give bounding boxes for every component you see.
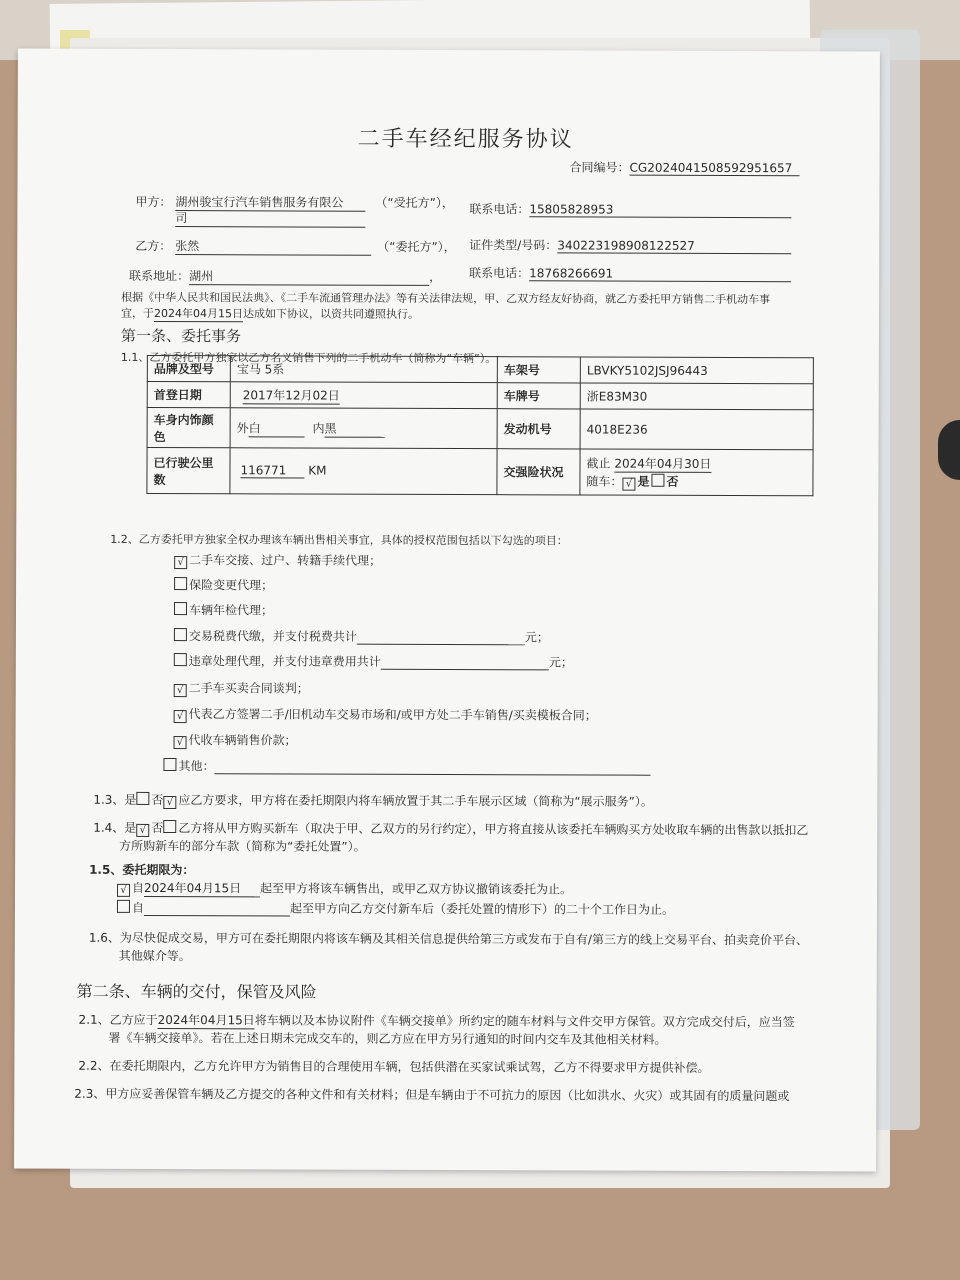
color-cell	[230, 408, 497, 449]
delivery-date: 2024年04月15日	[157, 1012, 255, 1028]
auth-insurance-checkbox[interactable]	[174, 577, 187, 590]
auth-tax-checkbox[interactable]	[174, 628, 187, 641]
contract-page	[14, 48, 880, 1171]
term-a-date: 2024年04月15日	[144, 879, 260, 897]
disposal-yes-checkbox[interactable]: √	[136, 824, 149, 837]
plate-value: 浙E83M30	[580, 383, 813, 410]
party-b-phone: 联系电话：18768266691	[469, 264, 791, 282]
preamble-line-1: 根据《中华人民共和国民法典》、《二手车流通管理办法》等有关法律法规，甲、乙双方经友好协商，就乙方委托甲方销售二手机动车事	[121, 290, 771, 307]
clause-1-6: 1.6、为尽快促成交易，甲方可在委托期限内将该车辆及其相关信息提供给第三方或发布于自有/第三方的线上交易平台、拍卖竞价平台、	[88, 930, 809, 948]
auth-negotiation-checkbox[interactable]: √	[174, 684, 187, 697]
dark-object	[938, 420, 960, 480]
clause-1-2: 1.2、乙方委托甲方独家全权办理该车辆出售相关事宜，具体的授权范围包括以下勾选的项目：	[110, 532, 568, 548]
vin-label: 车架号	[497, 357, 580, 383]
auth-inspection-checkbox[interactable]	[174, 602, 187, 615]
auth-item-transfer: √ 二手车交接、过户、转籍手续代理；	[174, 551, 381, 570]
reg-date-label: 首登日期	[147, 381, 230, 407]
auth-item-sign: √ 代表乙方签署二手/旧机动车交易市场和/或甲方处二手车销售/买卖模板合同；	[174, 705, 597, 724]
party-b-id: 证件类型/号码：340223198908122527	[469, 236, 791, 254]
mileage-cell	[230, 448, 497, 495]
clause-1-6-cont: 其他媒介等。	[118, 948, 191, 964]
mileage-unit: KM	[308, 463, 327, 478]
auth-collect-checkbox[interactable]: √	[174, 736, 187, 749]
engine-label: 发动机号	[497, 409, 580, 449]
auth-item-insurance: 保险变更代理；	[174, 576, 273, 593]
party-a-name-cont: 司	[175, 209, 365, 228]
interior-value: 黑	[324, 419, 384, 437]
party-a-label: 甲方：	[135, 194, 172, 210]
party-a-role: （“受托方”），	[375, 195, 454, 211]
contract-number: 合同编号：CG2024041508592951657	[570, 158, 800, 176]
party-b-label: 乙方：	[135, 238, 172, 254]
term-option-b: 自 起至甲方向乙方交付新车后（委托处置的情形下）的二十个工作日为止。	[117, 899, 674, 918]
auth-sign-checkbox[interactable]: √	[174, 710, 187, 723]
brand-label: 品牌及型号	[147, 355, 230, 381]
clause-1-5: 1.5、委托期限为：	[89, 862, 195, 878]
auth-item-other: 其他：	[163, 757, 650, 776]
auth-violation-checkbox[interactable]	[174, 653, 187, 666]
insurance-date: 2024年04月30日	[614, 456, 712, 471]
document-title: 二手车经纪服务协议	[357, 126, 574, 153]
clause-1-3: 1.3、是 否 √ 应乙方要求，甲方将在委托期限内将车辆放置于其二手车展示区域（简称为“展示服务”）。	[93, 792, 653, 809]
auth-item-tax: 交易税费代缴，并支付税费共计 元；	[174, 627, 549, 645]
color-label: 车身内饰颜色	[147, 407, 230, 447]
section-1-heading: 第一条、委托事务	[120, 326, 242, 346]
auth-item-inspection: 车辆年检代理；	[174, 601, 273, 618]
party-a-phone: 联系电话：15805828953	[469, 200, 791, 218]
vehicle-info-table	[146, 355, 813, 496]
mileage-label: 已行驶公里数	[147, 447, 230, 493]
reg-date-value: 2017年12月02日	[242, 387, 340, 403]
term-b-checkbox[interactable]	[117, 900, 130, 913]
clause-2-3: 2.3、甲方应妥善保管车辆及乙方提交的各种文件和有关材料；但是车辆由于不可抗力的原因（比如洪水、火灾）或其固有的质量问题或	[74, 1086, 790, 1104]
clause-1-1: 1.1、乙方委托甲方独家以乙方名义销售下列的二手机动车（简称为“车辆”）。	[120, 350, 497, 366]
party-b-address: 联系地址：湖州 ，	[129, 268, 442, 284]
interior-label: 内	[312, 421, 325, 436]
term-option-a: √ 自2024年04月15日 起至甲方将该车辆售出，或甲乙双方协议撤销该委托为止。	[117, 879, 572, 899]
term-a-checkbox[interactable]: √	[117, 884, 130, 897]
party-a-name: 湖州骏宝行汽车销售服务有限公	[175, 193, 365, 212]
engine-value: 4018E236	[580, 409, 813, 450]
mileage-value: 116771	[240, 463, 304, 478]
auth-transfer-checkbox[interactable]: √	[174, 556, 187, 569]
auth-item-violation: 违章处理代理，并支付违章费用共计 元；	[174, 652, 573, 670]
plate-label: 车牌号	[497, 383, 580, 409]
clause-2-1-cont: 署《车辆交接单》。若在上述日期未完成交车的，则乙方应在甲方另行通知的时间内交车及其他相关材料。	[108, 1030, 667, 1047]
party-b-name: 张然	[175, 237, 371, 256]
vin-value: LBVKY5102JSJ96443	[580, 357, 813, 384]
auth-other-checkbox[interactable]	[163, 758, 176, 771]
clause-1-4: 1.4、是 √ 否 乙方将从甲方购买新车（取决于甲、乙双方的另行约定），甲方将直接从该委托车辆购买方处收取车辆的出售款以抵扣乙	[93, 820, 809, 838]
display-no-checkbox[interactable]: √	[163, 796, 176, 809]
preamble-line-2: 宜，于2024年04月15日达成如下协议，以资共同遵照执行。	[121, 306, 420, 321]
reg-date-cell	[230, 382, 497, 409]
disposal-no-checkbox[interactable]	[163, 820, 176, 833]
brand-value: 宝马 5系	[230, 356, 497, 383]
exterior-label: 外	[236, 420, 249, 435]
display-yes-checkbox[interactable]	[136, 792, 149, 805]
insurance-cell: 截止 2024年04月30日 随车： √ 是 否	[580, 449, 813, 496]
auth-item-collect: √ 代收车辆销售价款；	[174, 731, 297, 749]
clause-2-2: 2.2、在委托期限内，乙方允许甲方为销售目的合理使用车辆，包括供潜在买家试乘试驾，乙方不得要求甲方提供补偿。	[78, 1058, 710, 1075]
auth-item-negotiation: √ 二手车买卖合同谈判；	[174, 679, 309, 697]
insurance-no-checkbox[interactable]	[651, 473, 664, 486]
clause-1-4-cont: 方所购新车的部分车款（简称为“委托处置”）。	[119, 838, 366, 854]
section-2-heading: 第二条、车辆的交付，保管及风险	[76, 981, 317, 1002]
exterior-value: 白	[249, 419, 305, 437]
insurance-label: 交强险状况	[497, 449, 580, 495]
clause-2-1: 2.1、乙方应于2024年04月15日将车辆以及本协议附件《车辆交接单》所约定的随车材料与文件交甲方保管。双方完成交付后，应当签	[78, 1012, 795, 1030]
party-b-role: （“委托方”），	[377, 239, 456, 255]
insurance-yes-checkbox[interactable]: √	[622, 477, 635, 490]
